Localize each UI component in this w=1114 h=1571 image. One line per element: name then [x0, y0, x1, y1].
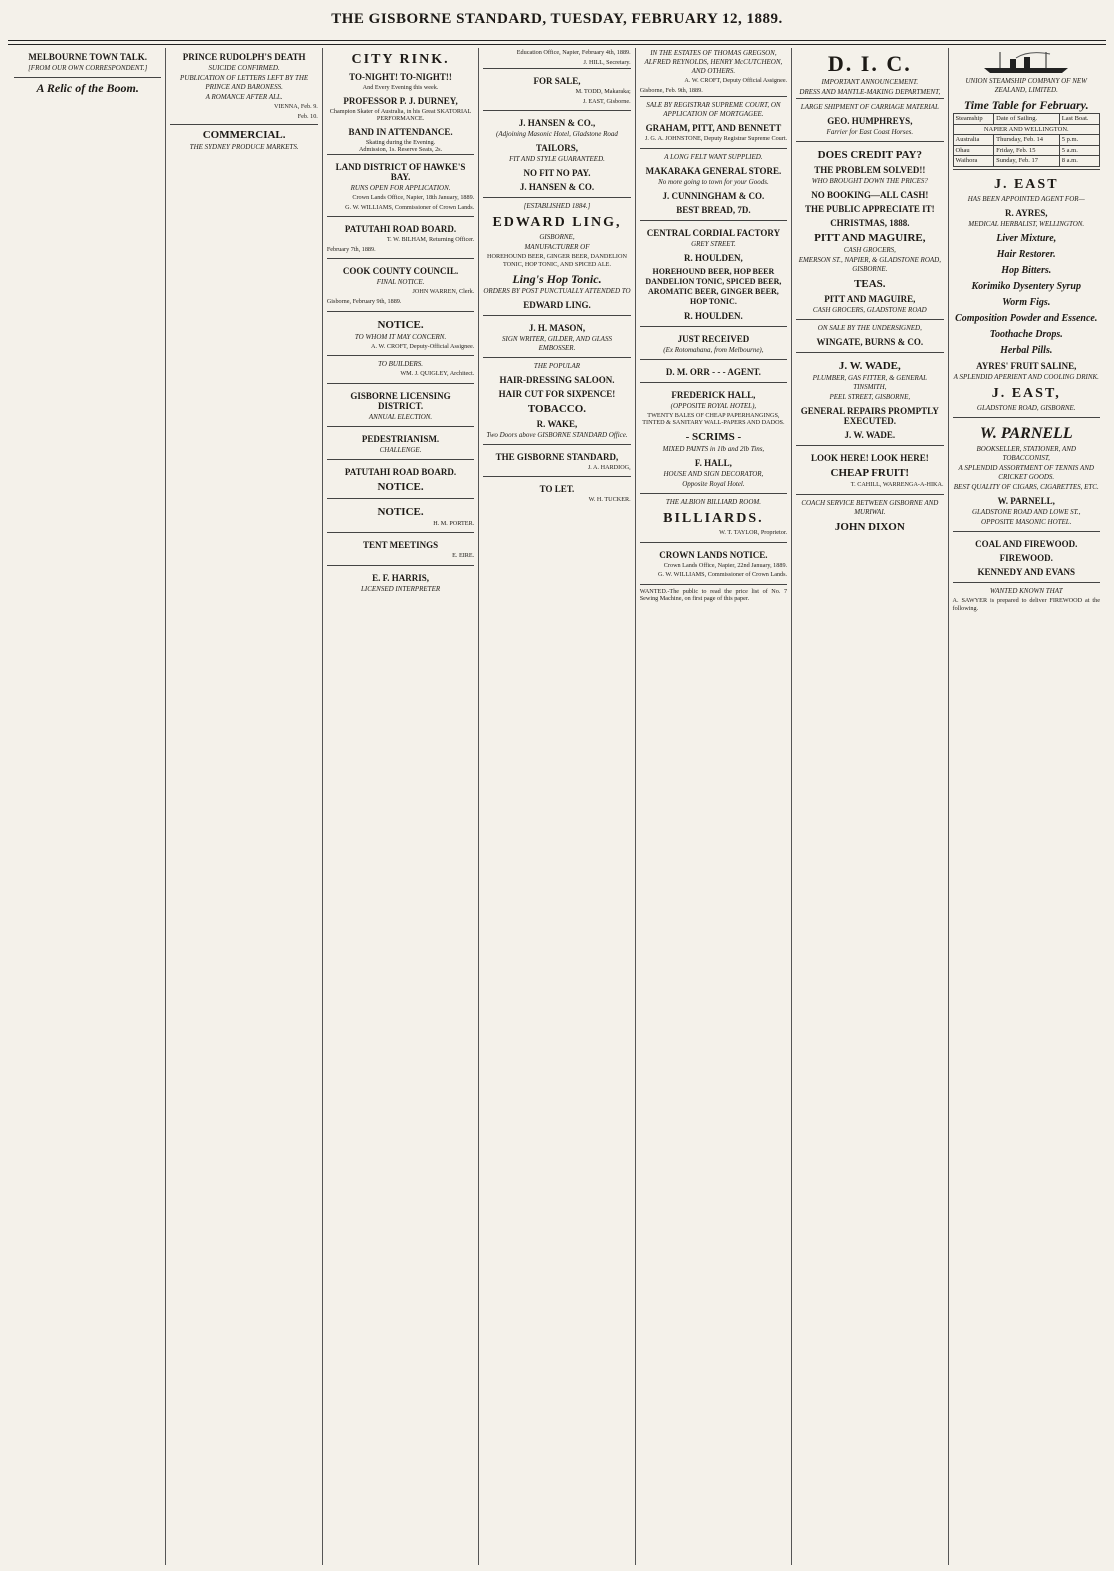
- east-ad: [953, 169, 1100, 417]
- hall-heading: FREDERICK HALL,: [671, 389, 756, 400]
- table-cell: 8 a.m.: [1059, 156, 1099, 167]
- factory-heading: CENTRAL CORDIAL FACTORY: [646, 227, 781, 238]
- coal-heading: COAL AND FIREWOOD.: [975, 538, 1078, 549]
- masthead-rule: [8, 40, 1106, 41]
- cunningham-heading: J. CUNNINGHAM & CO.: [662, 190, 765, 201]
- hop-bitters: Hop Bitters.: [1001, 264, 1052, 276]
- graham-pitt: GRAHAM, PITT, AND BENNETT: [645, 123, 782, 134]
- pitt-heading: PITT AND MAGUIRE,: [814, 232, 926, 244]
- dress-department: DRESS AND MANTLE-MAKING DEPARTMENT,: [799, 88, 941, 96]
- pedestrianism-ad: [327, 426, 474, 459]
- licensing-heading: GISBORNE LICENSING DISTRICT.: [350, 390, 451, 411]
- houlden-products: HOREHOUND BEER, HOP BEER DANDELION TONIC, SPICED BEER, AROMATIC BEER, GINGER BEER, HOP TONIC.: [645, 266, 782, 306]
- established: [ESTABLISHED 1884.]: [523, 202, 591, 211]
- pitt-sub: CASH GROCERS,: [843, 246, 896, 254]
- orr-ad: [640, 359, 787, 382]
- mason-ad: [483, 315, 630, 357]
- notice-2-heading: NOTICE.: [377, 480, 424, 493]
- orr-agent: D. M. ORR - - - AGENT.: [665, 366, 761, 377]
- scrims: - SCRIMS -: [685, 430, 742, 443]
- for-sale-ad: [483, 68, 630, 110]
- rink-champion: Champion Skater of Australia, in his Great SKATORIAL PERFORMANCE.: [329, 107, 472, 123]
- toothache-drops: Toothache Drops.: [989, 328, 1063, 340]
- patutahi-2-heading: PATUTAHI ROAD BOARD.: [344, 466, 457, 477]
- page-columns: [10, 48, 1104, 1565]
- tent-heading: TENT MEETINGS: [363, 540, 439, 551]
- parnell-ad: [953, 417, 1100, 531]
- newspaper-title: THE GISBORNE STANDARD, TUESDAY, FEBRUARY 12, 1889.: [331, 10, 783, 27]
- east-heading: J. EAST: [993, 176, 1059, 192]
- column-2: [165, 48, 321, 1565]
- albion: THE ALBION BILLIARD ROOM.: [665, 497, 761, 506]
- christmas: CHRISTMAS, 1888.: [830, 218, 910, 228]
- ling-signature: EDWARD LING.: [523, 299, 591, 310]
- cook-county-ad: [327, 258, 474, 310]
- challenge-heading: CHALLENGE.: [379, 445, 422, 454]
- no-fit-no-pay: NO FIT NO PAY.: [523, 168, 591, 179]
- wade-ad: [796, 352, 943, 445]
- who-brought: WHO BROUGHT DOWN THE PRICES?: [811, 177, 928, 185]
- admission: Admission, 1s. Reserve Seats, 2s.: [358, 146, 443, 154]
- on-sale-ad: [796, 319, 943, 352]
- table-cell: Australia: [953, 135, 994, 146]
- annual-election: ANNUAL ELECTION.: [368, 412, 433, 421]
- table-cell: Friday, Feb. 15: [994, 145, 1060, 156]
- dic-heading: D. I. C.: [827, 51, 912, 76]
- table-header-row: [953, 114, 1099, 125]
- makaraka-heading: MAKARAKA GENERAL STORE.: [645, 165, 782, 176]
- mason-heading: J. H. MASON,: [528, 322, 586, 333]
- tent-meetings-ad: [327, 532, 474, 565]
- band-sub: Skating during the Evening.: [365, 138, 436, 146]
- haircut: HAIR CUT FOR SIXPENCE!: [498, 388, 616, 399]
- public-appreciate: THE PUBLIC APPRECIATE IT!: [805, 204, 935, 214]
- orders-by-post: ORDERS BY POST PUNCTUALLY ATTENDED TO: [483, 286, 631, 295]
- tailors: TAILORS,: [535, 143, 579, 154]
- sawyer-text: A. SAWYER is prepared to deliver FIREWOOD at the following.: [952, 596, 1100, 612]
- relic-heading: A Relic of the Boom.: [36, 81, 139, 95]
- grey-street: GREY STREET.: [691, 239, 736, 248]
- patutahi-date: February 7th, 1889.: [326, 245, 376, 253]
- wade-heading: J. W. WADE,: [838, 360, 901, 372]
- just-received-sub: (Ex Rotomahana, from Melbourne),: [663, 345, 764, 354]
- coach-service: COACH SERVICE BETWEEN GISBORNE AND MURIWAI.: [801, 498, 939, 516]
- on-sale: ON SALE BY THE UNDERSIGNED,: [817, 324, 922, 332]
- quigley-signature: WM. J. QUIGLEY, Architect.: [400, 370, 475, 378]
- best-bread: BEST BREAD, 7D.: [676, 204, 751, 215]
- column-6: [791, 48, 947, 1565]
- fruit-ad: [796, 445, 943, 494]
- cigars: BEST QUALITY OF CIGARS, CIGARETTES, ETC.: [953, 482, 1099, 491]
- no-booking: NO BOOKING—ALL CASH!: [811, 190, 929, 200]
- ayres-sub: MEDICAL HERBALIST, WELLINGTON.: [968, 219, 1085, 228]
- wanted-ad: [640, 584, 787, 608]
- lings-hop-tonic: Ling's Hop Tonic.: [512, 271, 602, 286]
- patutahi-signature: T. W. BILHAM, Returning Officer.: [386, 236, 475, 244]
- table-cell: 5 p.m.: [1059, 135, 1099, 146]
- notice-3-heading: NOTICE.: [377, 505, 424, 518]
- notice-heading: NOTICE.: [377, 318, 424, 331]
- divider: [14, 77, 161, 78]
- route-heading: NAPIER AND WELLINGTON.: [953, 124, 1099, 135]
- prince-sub-1: SUICIDE CONFIRMED.: [208, 64, 280, 72]
- porter-signature: H. M. PORTER.: [433, 519, 475, 527]
- eire-signature: E. EIRE.: [452, 552, 475, 560]
- farrier: Farrier for East Coast Horses.: [826, 128, 914, 136]
- worm-figs: Worm Figs.: [1002, 296, 1051, 308]
- band-heading: BAND IN ATTENDANCE.: [348, 126, 453, 137]
- parnell-heading: W. PARNELL: [979, 424, 1073, 442]
- wingate: WINGATE, BURNS & CO.: [816, 337, 924, 347]
- harris-name: E. F. HARRIS,: [372, 572, 430, 583]
- rink-tonight: TO-NIGHT! TO-NIGHT!!: [349, 72, 452, 82]
- opposite-royal: Opposite Royal Hotel.: [682, 479, 745, 488]
- todd-signature: M. TODD, Makaraka;: [575, 88, 631, 96]
- cordial-factory-ad: [640, 220, 787, 326]
- melbourne-heading: MELBOURNE TOWN TALK.: [28, 52, 148, 62]
- billiards-ad: [640, 493, 787, 542]
- hardiog-signature: J. A. HARDIOG,: [587, 463, 631, 471]
- long-felt: A LONG FELT WANT SUPPLIED.: [664, 152, 763, 161]
- cook-heading: COOK COUNTY COUNCIL.: [342, 266, 459, 277]
- coach-ad: [796, 494, 943, 538]
- estates-heading: IN THE ESTATES OF THOMAS GREGSON, ALFRED REYNOLDS, HENRY McCUTCHEON, AND OTHERS.: [644, 49, 783, 75]
- large-shipment: LARGE SHIPMENT OF CARRIAGE MATERIAL: [800, 103, 939, 111]
- ling-heading: EDWARD LING,: [492, 215, 622, 231]
- rink-every-evening: And Every Evening this week.: [362, 84, 439, 91]
- standard-heading: THE GISBORNE STANDARD,: [495, 451, 619, 462]
- hansen-ad: [483, 110, 630, 197]
- ling-products: HOREHOUND BEER, GINGER BEER, DANDELION TONIC, HOP TONIC, AND SPICED ALE.: [487, 253, 627, 268]
- tobacco: TOBACCO.: [527, 402, 587, 415]
- williams-signature: G. W. WILLIAMS, Commissioner of Crown Lands.: [657, 571, 788, 579]
- ling-town: GISBORNE,: [539, 233, 575, 242]
- land-heading: LAND DISTRICT OF HAWKE'S BAY.: [335, 161, 466, 182]
- hall-sub: (OPPOSITE ROYAL HOTEL),: [670, 401, 757, 410]
- harris-ad: [327, 565, 474, 598]
- carriage-ad: [796, 98, 943, 141]
- land-signature: G. W. WILLIAMS, Commissioner of Crown Lands.: [345, 203, 475, 211]
- saloon-heading: HAIR-DRESSING SALOON.: [499, 374, 615, 385]
- aperient: A SPLENDID APERIENT AND COOLING DRINK.: [953, 372, 1099, 381]
- korimiko: Korimiko Dysentery Syrup: [971, 280, 1081, 292]
- mixed-paints: MIXED PAINTS in 1lb and 2lb Tins,: [662, 444, 765, 453]
- divider: [170, 124, 317, 125]
- patutahi-ad: [327, 216, 474, 258]
- mason-sub: SIGN WRITER, GILDER, AND GLASS EMBOSSER.: [502, 334, 612, 352]
- table-header: Last Boat.: [1059, 114, 1099, 125]
- croft-signature: A. W. CROFT, Deputy Official Assignee.: [684, 77, 788, 84]
- house-decorator: HOUSE AND SIGN DECORATOR,: [663, 469, 764, 478]
- fruit-saline: AYRES' FRUIT SALINE,: [976, 360, 1077, 371]
- east-signature: J. EAST, Gisborne.: [582, 97, 631, 105]
- notice-3-ad: [327, 498, 474, 533]
- tennis-goods: A SPLENDID ASSORTMENT OF TENNIS AND CRICKET GOODS.: [958, 463, 1094, 481]
- land-office: Crown Lands Office, Napier, 18th January, 1889.: [352, 193, 475, 201]
- table-row: [953, 135, 1099, 146]
- sale-ad: [640, 96, 787, 148]
- correspondent-byline: [FROM OUR OWN CORRESPONDENT.]: [28, 64, 148, 72]
- east-2-address: GLADSTONE ROAD, GISBORNE.: [976, 403, 1076, 412]
- wade-address: PEEL STREET, GISBORNE,: [829, 393, 911, 401]
- hansen-footer: J. HANSEN & CO.: [519, 182, 595, 193]
- hair-restorer: Hair Restorer.: [996, 248, 1056, 260]
- repairs: GENERAL REPAIRS PROMPTLY EXECUTED.: [800, 406, 939, 426]
- pitt-2-heading: PITT AND MAGUIRE,: [824, 294, 916, 304]
- f-hall: F. HALL,: [694, 457, 732, 468]
- hansen-address: (Adjoining Masonic Hotel, Gladstone Road: [496, 130, 618, 139]
- crown-lands-ad: [640, 542, 787, 584]
- just-received-heading: JUST RECEIVED: [677, 333, 750, 344]
- parnell-2-heading: W. PARNELL,: [997, 495, 1055, 506]
- table-cell: Ohau: [953, 145, 994, 156]
- herbal-pills: Herbal Pills.: [1000, 344, 1053, 356]
- column-7: [948, 48, 1104, 1565]
- humphreys-heading: GEO. HUMPHREYS,: [827, 116, 913, 126]
- billiards-heading: BILLIARDS.: [663, 510, 764, 526]
- sawyer-ad: [953, 582, 1100, 617]
- sale-heading: SALE BY REGISTRAR SUPREME COURT, ON APPLICATION OF MORTGAGEE.: [646, 101, 781, 119]
- column-5: [635, 48, 791, 1565]
- makaraka-sub: No more going to town for your Goods.: [658, 177, 769, 186]
- tucker-signature: W. H. TUCKER.: [588, 496, 631, 504]
- table-cell: 5 a.m.: [1059, 145, 1099, 156]
- parnell-sub: BOOKSELLER, STATIONER, AND TOBACCONIST,: [976, 444, 1076, 462]
- notice-ad: [327, 311, 474, 356]
- prince-heading: PRINCE RUDOLPH'S DEATH: [182, 52, 306, 62]
- pitt-address: EMERSON ST., NAPIER, & GLADSTONE ROAD, GISBORNE.: [798, 256, 941, 273]
- taylor-signature: W. T. TAYLOR, Proprietor.: [719, 528, 788, 536]
- timetable-heading: Time Table for February.: [963, 98, 1089, 112]
- prince-dateline-2: Feb. 10.: [297, 112, 318, 120]
- table-row: [953, 156, 1099, 167]
- makaraka-ad: [640, 148, 787, 220]
- masthead: [0, 0, 1114, 38]
- to-let-heading: TO LET.: [539, 484, 575, 495]
- wake-heading: R. WAKE,: [536, 418, 578, 429]
- land-sub: RUNS OPEN FOR APPLICATION.: [350, 183, 451, 192]
- crown-office: Crown Lands Office, Napier, 22nd January, 1889.: [663, 561, 788, 569]
- parnell-2-address: GLADSTONE ROAD AND LOWE ST.,: [971, 507, 1081, 516]
- timetable: [953, 113, 1100, 167]
- wade-signature: J. W. WADE.: [844, 430, 896, 440]
- rink-professor: PROFESSOR P. J. DURNEY,: [343, 95, 458, 106]
- wake-sub: Two Doors above GISBORNE STANDARD Office.: [486, 430, 628, 439]
- fit-guaranteed: FIT AND STYLE GUARANTEED.: [509, 155, 605, 164]
- table-cell: Waihora: [953, 156, 994, 167]
- cook-date: Gisborne, February 9th, 1889.: [326, 297, 402, 305]
- masthead-rule-2: [8, 44, 1106, 45]
- kennedy-evans: KENNEDY AND EVANS: [977, 566, 1075, 577]
- pitt-2-sub: CASH GROCERS, GLADSTONE ROAD: [812, 306, 927, 314]
- houlden-footer: R. HOULDEN.: [684, 310, 743, 321]
- look-here: LOOK HERE! LOOK HERE!: [810, 453, 929, 463]
- croft-signature: A. W. CROFT, Deputy-Official Assignee.: [371, 342, 475, 350]
- builders-ad: [327, 355, 474, 383]
- firewood-heading: FIREWOOD.: [999, 552, 1053, 563]
- parnell-2-opposite: OPPOSITE MASONIC HOTEL.: [981, 517, 1072, 526]
- cahill-signature: T. CAHILL, WARRENGA-A-HIKA.: [850, 481, 944, 488]
- twenty-bales: TWENTY BALES OF CHEAP PAPERHANGINGS, TINTED & SANITARY WALL-PAPERS AND DADOS.: [642, 411, 785, 427]
- commercial-heading: COMMERCIAL.: [202, 129, 286, 142]
- appointed: HAS BEEN APPOINTED AGENT FOR—: [967, 194, 1085, 203]
- ayres-heading: R. AYRES,: [1005, 207, 1048, 218]
- cook-signature: JOHN WARREN, Clerk.: [412, 288, 475, 296]
- builders-heading: TO BUILDERS.: [378, 360, 424, 369]
- saloon-ad: [483, 357, 630, 444]
- whom-concern: TO WHOM IT MAY CONCERN.: [354, 332, 447, 341]
- commercial-sub: THE SYDNEY PRODUCE MARKETS.: [189, 143, 299, 152]
- prince-dateline: VIENNA, Feb. 9.: [274, 103, 318, 110]
- wade-sub: PLUMBER, GAS FITTER, & GENERAL TINSMITH,: [812, 374, 927, 391]
- does-credit-pay: DOES CREDIT PAY?: [817, 149, 922, 161]
- east-2-heading: J. EAST,: [991, 385, 1061, 401]
- popular: THE POPULAR: [533, 361, 581, 370]
- liver-mixture: Liver Mixture,: [996, 232, 1057, 244]
- standard-ad: [483, 444, 630, 477]
- table-row: [953, 145, 1099, 156]
- final-notice: FINAL NOTICE.: [376, 278, 425, 287]
- crown-heading: CROWN LANDS NOTICE.: [659, 549, 768, 560]
- hall-ad: [640, 382, 787, 493]
- teas: TEAS.: [854, 278, 886, 290]
- dixon-heading: JOHN DIXON: [834, 520, 905, 533]
- just-received-ad: [640, 326, 787, 359]
- table-cell: Sunday, Feb. 17: [994, 156, 1060, 167]
- patutahi-heading: PATUTAHI ROAD BOARD.: [344, 224, 457, 235]
- prince-sub-2: PUBLICATION OF LETTERS LEFT BY THE PRINCE AND BARONESS.: [180, 74, 309, 91]
- croft-date: Gisborne, Feb. 9th, 1889.: [639, 86, 703, 94]
- column-1: [10, 48, 165, 1565]
- table-cell: Thursday, Feb. 14: [994, 135, 1060, 146]
- column-3: [322, 48, 478, 1565]
- for-sale-heading: FOR SALE,: [533, 76, 581, 87]
- patutahi-2-ad: [327, 459, 474, 498]
- licensing-ad: [327, 383, 474, 426]
- problem-solved: THE PROBLEM SOLVED!!: [814, 165, 926, 175]
- important-announcement: IMPORTANT ANNOUNCEMENT.: [821, 78, 919, 86]
- table-header: Steamship: [953, 114, 994, 125]
- column-4: [478, 48, 634, 1565]
- harris-title: LICENSED INTERPRETER: [360, 584, 441, 593]
- johnstone-signature: J. G. A. JOHNSTONE, Deputy Registrar Supreme Court.: [644, 135, 788, 143]
- coal-ad: [953, 531, 1100, 582]
- cheap-fruit: CHEAP FRUIT!: [830, 467, 910, 479]
- prince-sub-3: A ROMANCE AFTER ALL.: [205, 93, 283, 101]
- ling-ad: [483, 197, 630, 314]
- hansen-heading: J. HANSEN & CO.,: [518, 118, 596, 129]
- pedestrianism-heading: PEDESTRIANISM.: [361, 433, 440, 444]
- steamship-icon: [980, 50, 1072, 74]
- hill-signature: J. HILL, Secretary.: [583, 58, 631, 66]
- wanted-known: WANTED KNOWN THAT: [989, 586, 1063, 595]
- union-heading: UNION STEAMSHIP COMPANY OF NEW ZEALAND, LIMITED.: [965, 77, 1087, 94]
- education-office: Education Office, Napier, February 4th, 1889.: [516, 49, 631, 56]
- table-header: Date of Sailing.: [994, 114, 1060, 125]
- rink-heading: CITY RINK.: [351, 52, 450, 67]
- to-let-ad: [483, 476, 630, 509]
- land-district-ad: [327, 154, 474, 216]
- wanted-text: WANTED.-The public to read the price list of No. 7 Sewing Machine, on first page of this paper.: [639, 587, 788, 603]
- credit-ad: [796, 141, 943, 319]
- ling-manufacturer: MANUFACTURER OF: [524, 243, 590, 252]
- composition-powder: Composition Powder and Essence.: [955, 312, 1098, 324]
- houlden-heading: R. HOULDEN,: [684, 252, 743, 263]
